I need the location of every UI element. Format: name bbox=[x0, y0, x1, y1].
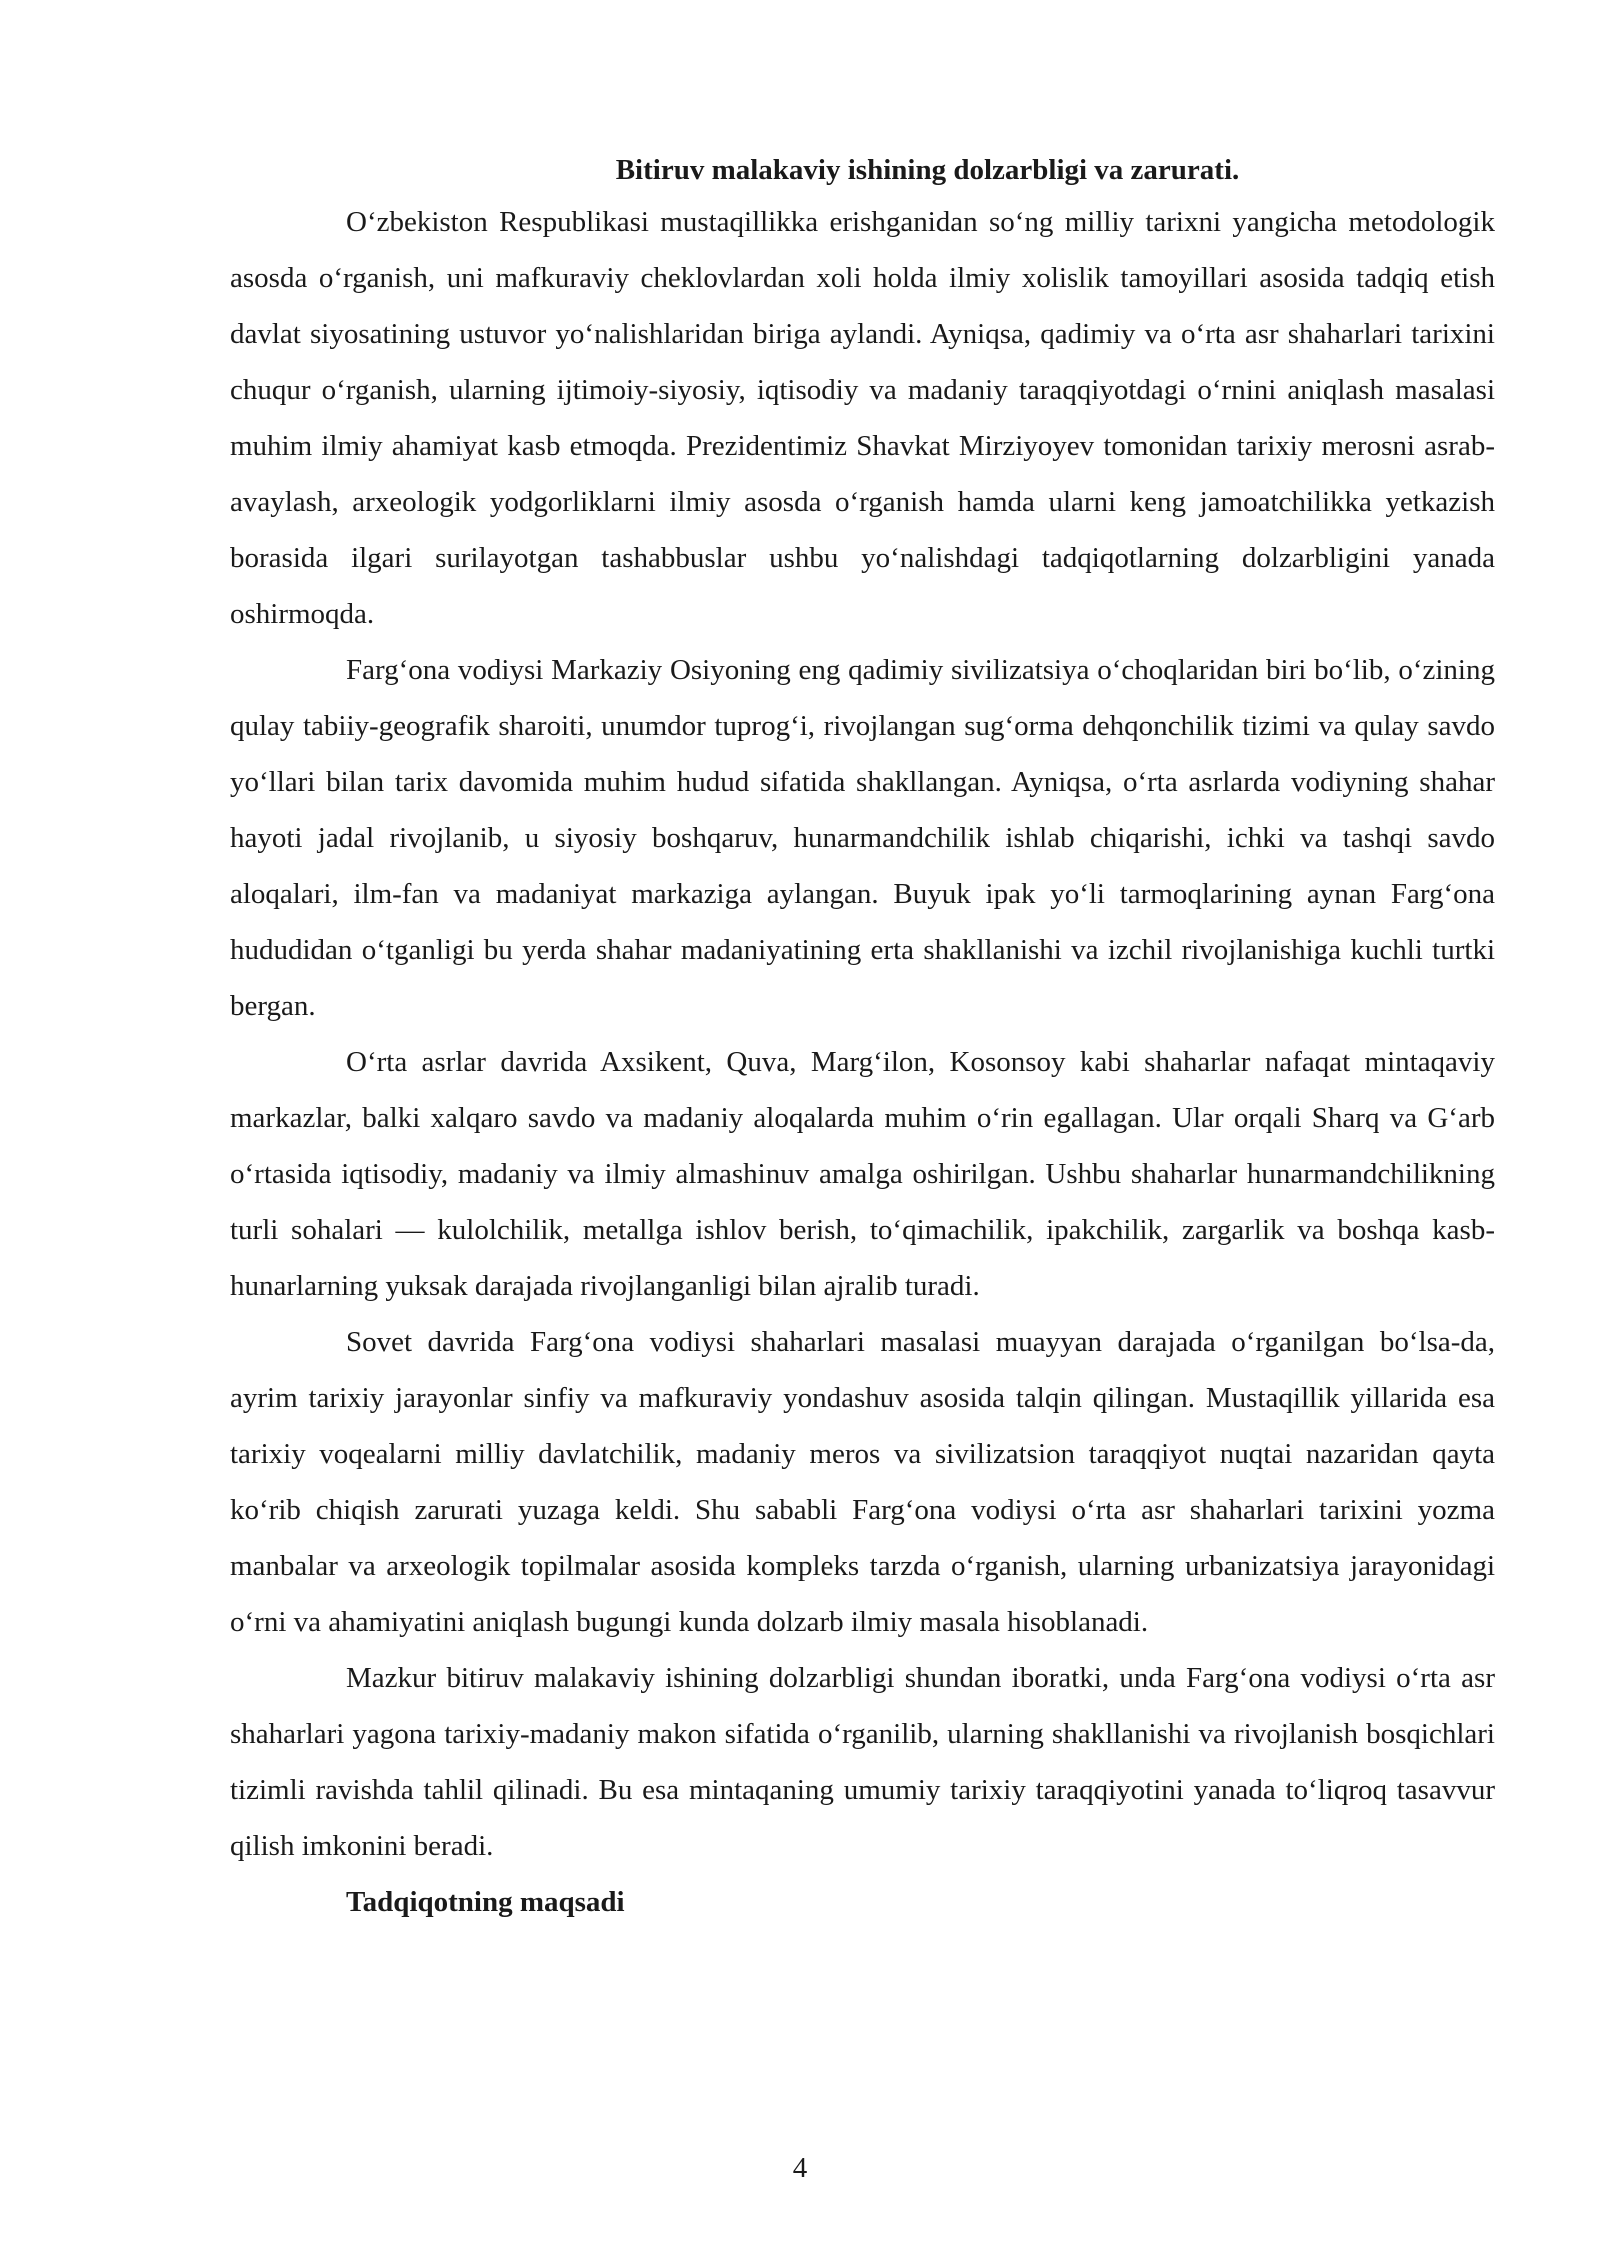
paragraph-1: O‘zbekiston Respublikasi mustaqillikka erishganidan so‘ng milliy tarixni yangicha metodologik asosda o‘rganish, uni mafkuraviy cheklovlardan xoli holda ilmiy xolislik tamoyillari asosida tadqiq etish davlat siyosatining ustuvor yo‘nalishlaridan biriga aylandi. Ayniqsa, qadimiy va o‘rta asr shaharlari tarixini chuqur o‘rganish, ularning ijtimoiy-siyosiy, iqtisodiy va madaniy taraqqiyotdagi o‘rnini aniqlash masalasi muhim ilmiy ahamiyat kasb etmoqda. Prezidentimiz Shavkat Mirziyoyev tomonidan tarixiy merosni asrab-avaylash, arxeologik yodgorliklarni ilmiy asosda o‘rganish hamda ularni keng jamoatchilikka yetkazish borasida ilgari surilayotgan tashabbuslar ushbu yo‘nalishdagi tadqiqotlarning dolzarbligini yanada oshirmoqda. bbox=[230, 206, 1495, 630]
paragraph-3: O‘rta asrlar davrida Axsikent, Quva, Marg‘ilon, Kosonsoy kabi shaharlar nafaqat mintaqaviy markazlar, balki xalqaro savdo va madaniy aloqalarda muhim o‘rin egallagan. Ular orqali Sharq va G‘arb o‘rtasida iqtisodiy, madaniy va ilmiy almashinuv amalga oshirilgan. Ushbu shaharlar hunarmandchilikning turli sohalari — kulolchilik, metallga ishlov berish, to‘qimachilik, ipakchilik, zargarlik va boshqa kasb-hunarlarning yuksak darajada rivojlanganligi bilan ajralib turadi. bbox=[230, 1046, 1495, 1302]
page-content bbox=[230, 150, 1495, 1930]
subsection-heading: Tadqiqotning maqsadi bbox=[346, 1886, 625, 1918]
paragraph-2: Farg‘ona vodiysi Markaziy Osiyoning eng qadimiy sivilizatsiya o‘choqlaridan biri bo‘lib, o‘zining qulay tabiiy-geografik sharoiti, unumdor tuprog‘i, rivojlangan sug‘orma dehqonchilik tizimi va qulay savdo yo‘llari bilan tarix davomida muhim hudud sifatida shakllangan. Ayniqsa, o‘rta asrlarda vodiyning shahar hayoti jadal rivojlanib, u siyosiy boshqaruv, hunarmandchilik ishlab chiqarishi, ichki va tashqi savdo aloqalari, ilm-fan va madaniyat markaziga aylangan. Buyuk ipak yo‘li tarmoqlarining aynan Farg‘ona hududidan o‘tganligi bu yerda shahar madaniyatining erta shakllanishi va izchil rivojlanishiga kuchli turtki bergan. bbox=[230, 654, 1495, 1022]
paragraph-4: Sovet davrida Farg‘ona vodiysi shaharlari masalasi muayyan darajada o‘rganilgan bo‘lsa-da, ayrim tarixiy jarayonlar sinfiy va mafkuraviy yondashuv asosida talqin qilingan. Mustaqillik yillarida esa tarixiy voqealarni milliy davlatchilik, madaniy meros va sivilizatsion taraqqiyot nuqtai nazaridan qayta ko‘rib chiqish zarurati yuzaga keldi. Shu sababli Farg‘ona vodiysi o‘rta asr shaharlari tarixini yozma manbalar va arxeologik topilmalar asosida kompleks tarzda o‘rganish, ularning urbanizatsiya jarayonidagi o‘rni va ahamiyatini aniqlash bugungi kunda dolzarb ilmiy masala hisoblanadi. bbox=[230, 1326, 1495, 1638]
paragraph-5: Mazkur bitiruv malakaviy ishining dolzarbligi shundan iboratki, unda Farg‘ona vodiysi o‘rta asr shaharlari yagona tarixiy-madaniy makon sifatida o‘rganilib, ularning shakllanishi va rivojlanish bosqichlari tizimli ravishda tahlil qilinadi. Bu esa mintaqaning umumiy tarixiy taraqqiyotini yanada to‘liqroq tasavvur qilish imkonini beradi. bbox=[230, 1662, 1495, 1862]
page-number: 4 bbox=[792, 2152, 808, 2184]
section-heading: Bitiruv malakaviy ishining dolzarbligi va zarurati. bbox=[615, 154, 1240, 186]
